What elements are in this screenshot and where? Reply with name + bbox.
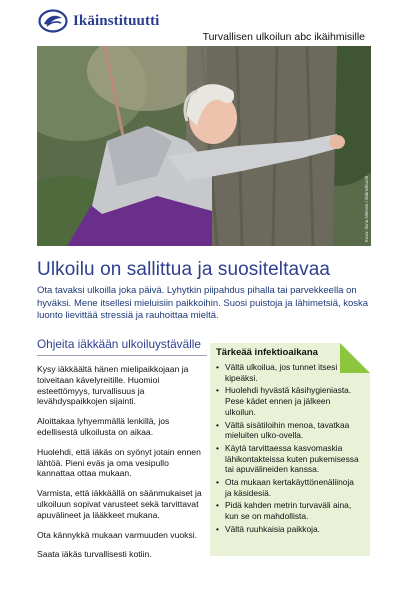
logo-text: Ikäinstituutti [73, 12, 160, 29]
instructions-title: Ohjeita iäkkään ulkoiluystävälle [37, 337, 207, 356]
document-subtitle: Turvallisen ulkoilun abc ikäihmisille [202, 31, 365, 43]
list-item: • Pidä kahden metrin turvaväli aina, kun se on mahdollista. [216, 500, 362, 521]
intro-paragraph: Ota tavaksi ulkoilla joka päivä. Lyhytkin piipahdus pihalla tai parvekkeella on hyväksi. Mene itsellesi mieluisiin paikkoihin. Suosi puistoja ja lähimetsiä, koska luonto lievittää stressiä ja rauhoittaa mieltä. [37, 285, 369, 321]
instruction-paragraph: Huolehdi, että iäkäs on syönyt jotain ennen lähtöä. Pieni eväs ja oma vesipullo kannattaa ottaa mukaan. [37, 446, 201, 479]
photo-credit: Kuva: Ilona Nielsen / Ikäinstituutti [364, 175, 369, 242]
list-item: • Vältä ruuhkaisia paikkoja. [216, 524, 362, 535]
instruction-paragraph: Aloittakaa lyhyemmällä lenkillä, jos edellisestä ulkoilusta on aikaa. [37, 416, 170, 437]
infection-tips-title: Tärkeää infektioaikana [216, 347, 318, 358]
hero-photo [37, 46, 371, 246]
logo[interactable] [38, 9, 159, 33]
list-item: • Käytä tarvittaessa kasvomaskia lähikontakteissa kuten pukemisessa tai apuvälineiden kanssa. [216, 443, 362, 475]
instruction-paragraph: Kysy iäkkäältä hänen mielipaikkojaan ja toiveitaan kävelyreitille. Huomioi esteettömyys, turvallisuus ja levähdyspaikkojen sijainti. [37, 364, 189, 407]
list-item: • Ota mukaan kertakäyttönenäliinoja ja käsidesiä. [216, 477, 362, 498]
infection-tips-box [210, 343, 370, 556]
list-item: • Vältä ulkoilua, jos tunnet itsesi kipeäksi. [216, 362, 362, 383]
list-item: • Vältä sisätiloihin menoa, tavatkaa mieluiten ulko-ovella. [216, 420, 362, 441]
logo-mark-icon [38, 9, 68, 33]
infection-tips-list [216, 362, 362, 537]
instruction-paragraph: Saata iäkäs turvallisesti kotiin. [37, 549, 152, 560]
list-item: • Huolehdi hyvästä käsihygieniasta. Pese kädet ennen ja jälkeen ulkoilun. [216, 385, 362, 417]
header [0, 0, 402, 46]
instruction-paragraph: Ota kännykkä mukaan varmuuden vuoksi. [37, 529, 198, 540]
instructions-section [37, 337, 207, 569]
instruction-paragraph: Varmista, että iäkkäällä on säänmukaiset ja ulkoiluun sopivat varusteet sekä tarvittavat apuvälineet ja lääkkeet mukana. [37, 488, 202, 520]
main-title: Ulkoilu on sallittua ja suositeltavaa [37, 259, 331, 280]
hero-photo-illustration [37, 46, 371, 246]
